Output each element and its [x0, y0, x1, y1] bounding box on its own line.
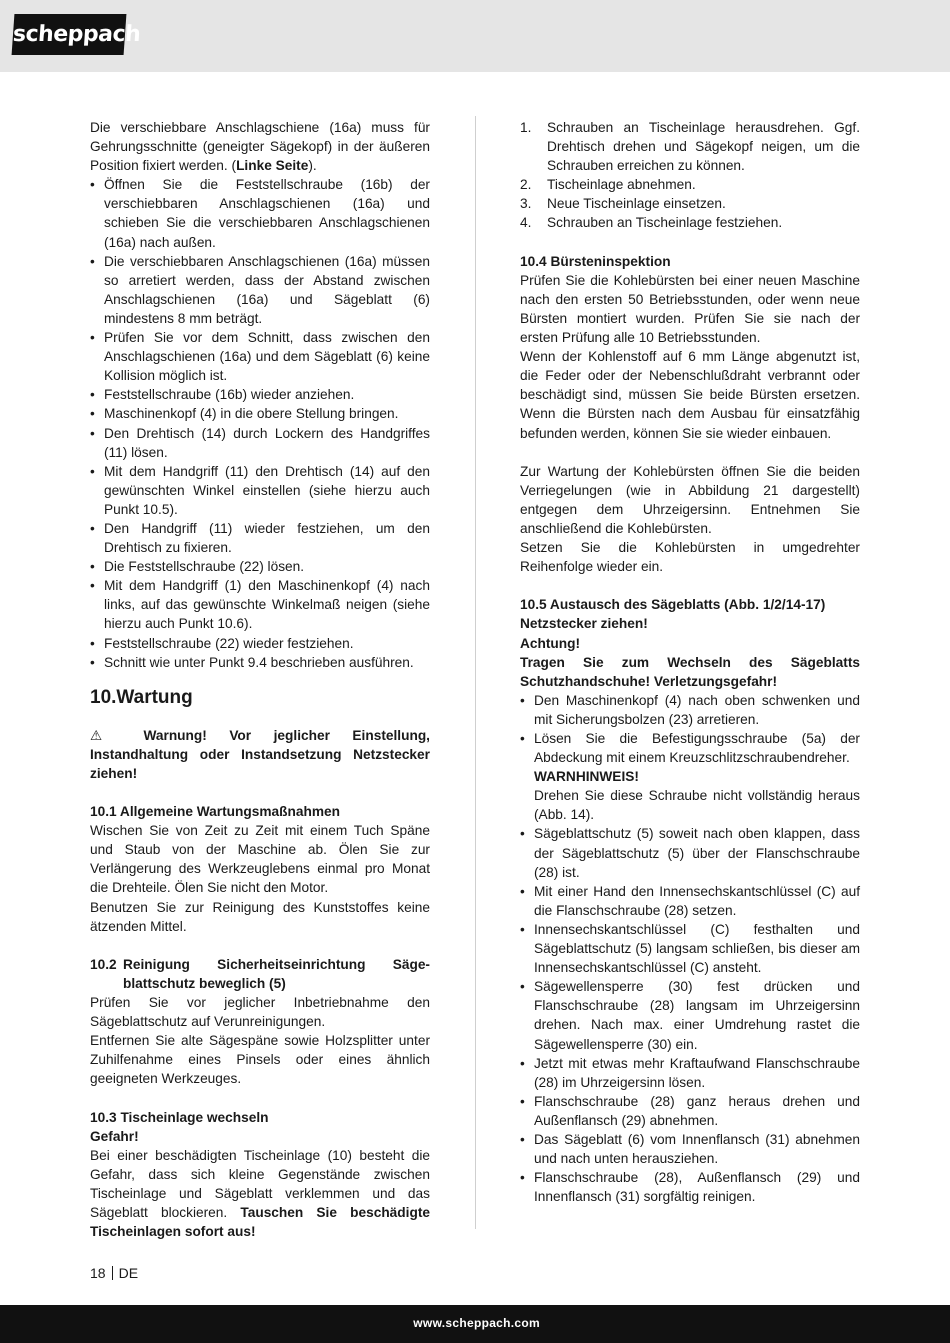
list-item: • Prüfen Sie vor dem Schnitt, dass zwischen den Anschlagschienen (16a) und dem Sägeblatt (6) keine Kollision möglich ist.	[90, 328, 430, 385]
gloves-warning: Tragen Sie zum Wechseln des Sägeblatts Schutzhandschuhe! Verletzungsgefahr!	[520, 654, 860, 689]
section-10-2-title	[90, 955, 430, 993]
section-10-3-title: 10.3 Tischeinlage wechseln	[90, 1109, 269, 1125]
list-item: • Das Sägeblatt (6) vom Innenflansch (31) abnehmen und nach unten herausziehen.	[520, 1130, 860, 1168]
page-number-separator	[112, 1266, 113, 1280]
list-item	[520, 118, 860, 175]
left-column	[90, 118, 430, 1241]
list-item	[520, 213, 860, 232]
list-item: • Den Handgriff (11) wieder festziehen, um den Drehtisch zu fixieren.	[90, 519, 430, 557]
section-10-5-title: 10.5 Austausch des Sägeblatts (Abb. 1/2/14-17)	[520, 597, 826, 613]
warning-label: WARNHINWEIS!	[534, 769, 639, 785]
page-number	[90, 1265, 138, 1281]
footer-bar	[0, 1305, 950, 1343]
list-item: • Sägewellensperre (30) fest drücken und Flanschschraube (28) langsam im Uhrzeigersinn drehen. Nach max. einer Umdrehung rastet die Sägewellensperre (30) ein.	[520, 977, 860, 1053]
list-item: • Flanschschraube (28) ganz heraus drehen und Außenflansch (29) abnehmen.	[520, 1092, 860, 1130]
page-number-value: 18	[90, 1265, 106, 1281]
list-item: • Die Feststellschraube (22) lösen.	[90, 557, 430, 576]
section-10-3-paragraph	[90, 1146, 430, 1241]
step-number: 1.	[520, 120, 532, 135]
step-number: 2.	[520, 177, 532, 193]
unplug-notice: Netzstecker ziehen!	[520, 616, 648, 632]
step-text: Schrauben an Tischeinlage festziehen.	[547, 215, 783, 231]
section-10-4-paragraph: Wenn der Kohlenstoff auf 6 mm Länge abgenutzt ist, die Feder oder der Nebenschlußdraht verbrannt oder beschädigt sind, müssen Sie beide Bürsten ersetzen. Wenn die Bürsten nach dem Ausbau für einsatzfähig befunden werden, können Sie sie wieder einbauen.	[520, 349, 860, 441]
blade-change-list	[520, 691, 860, 1207]
step-text: Tischeinlage abnehmen.	[547, 177, 696, 193]
section-10-4-paragraph: Prüfen Sie die Kohlebürsten bei einer neuen Maschine nach den ersten 50 Betriebsstunden, oder wenn neue Bürsten montiert wurden. Prüfen Sie sie nach der ersten Prüfung alle 10 Betriebsstunden.	[520, 272, 860, 346]
paragraph-text: Bei einer beschädigten Tischeinlage (10) besteht die Gefahr, dass sich kleine Gegenstände zwischen Tischeinlage und Sägeblatt verklemmen und das Sägeblatt blockieren.	[90, 1147, 430, 1221]
list-item: • Öffnen Sie die Feststellschraube (16b) der verschiebbaren Anschlagschienen (16a) und schieben Sie die verschiebbaren Anschlagschienen (16a) nach außen.	[90, 175, 430, 251]
intro-text: Die verschiebbare Anschlagschiene (16a) muss für Gehrungsschnitte (geneigter Sägekopf) in der äußeren Position fixiert werden. (	[90, 120, 430, 174]
warning-note: Drehen Sie diese Schraube nicht vollständig heraus (Abb. 14).	[534, 788, 860, 823]
list-item: • Mit einer Hand den Innensechskantschlüssel (C) auf die Flanschschraube (28) setzen.	[520, 882, 860, 920]
section-10-2-paragraph: Prüfen Sie vor jeglicher Inbetriebnahme den Sägeblattschutz auf Verunreinigungen.	[90, 995, 430, 1030]
attention-label: Achtung!	[520, 635, 581, 651]
paragraph-bold: Tauschen Sie beschädigte Tischeinlagen sofort aus!	[90, 1205, 430, 1240]
list-item-text: Lösen Sie die Befestigungsschraube (5a) der Abdeckung mit einem Kreuzschlitzschraubendreher.	[534, 731, 860, 766]
list-item: • Flanschschraube (28), Außenflansch (29) und Innenflansch (31) sorgfältig reinigen.	[520, 1168, 860, 1206]
list-item: • Den Maschinenkopf (4) nach oben schwenken und mit Sicherungsbolzen (23) arretieren.	[520, 691, 860, 729]
language-code: DE	[118, 1265, 139, 1281]
column-divider	[475, 116, 476, 1229]
step-number: 3.	[520, 196, 532, 212]
section-10-1-title: 10.1 Allgemeine Wartungsmaßnahmen	[90, 804, 340, 820]
intro-bold: Linke Seite	[236, 158, 309, 174]
list-item: • Jetzt mit etwas mehr Kraftaufwand Flanschschraube (28) im Uhrzeigersinn lösen.	[520, 1054, 860, 1092]
section-title-line: blattschutz beweglich (5)	[123, 975, 286, 991]
section-10-1-paragraph: Wischen Sie von Zeit zu Zeit mit einem Tuch Späne und Staub von der Maschine ab. Ölen Sie zur Verlängerung des Werkzeuglebens einmal pro Monat die Drehteile. Ölen Sie nicht den Motor.	[90, 823, 430, 896]
table-insert-steps	[520, 118, 860, 233]
list-item: • Mit dem Handgriff (1) den Maschinenkopf (4) nach links, auf das gewünschte Winkelmaß neigen (siehe hierzu auch Punkt 10.6).	[90, 576, 430, 633]
section-10-4-paragraph: Setzen Sie die Kohlebürsten in umgedrehter Reihenfolge wieder ein.	[520, 540, 860, 575]
list-item: • Innensechskantschlüssel (C) festhalten und Sägeblattschutz (5) langsam schließen, bis dieser am Innensechskantschlüssel (C) ansteht.	[520, 920, 860, 977]
list-item	[520, 194, 860, 213]
step-number: 4.	[520, 215, 532, 231]
right-column	[520, 118, 860, 1206]
section-number: 10.2	[90, 956, 117, 972]
list-item: • Den Drehtisch (14) durch Lockern des Handgriffes (11) lösen.	[90, 424, 430, 462]
step-text: Neue Tischeinlage einsetzen.	[547, 196, 726, 212]
chapter-title: 10.Wartung	[90, 686, 193, 708]
section-10-4-title: 10.4 Bürsteninspektion	[520, 253, 671, 269]
warning-icon: ⚠	[90, 727, 121, 743]
list-item: • Die verschiebbaren Anschlagschienen (16a) müssen so arretiert werden, dass der Abstand zwischen Anschlagschienen (16a) und Sägeblatt (6) mindestens 8 mm beträgt.	[90, 252, 430, 328]
warning-text: Warnung! Vor jeglicher Einstellung, Instandhaltung oder Instandsetzung Netzstecker ziehen!	[90, 727, 430, 781]
section-10-1-paragraph: Benutzen Sie zur Reinigung des Kunststoffes keine ätzenden Mittel.	[90, 899, 430, 934]
list-item: • Schnitt wie unter Punkt 9.4 beschrieben ausführen.	[90, 653, 430, 672]
step-text: Schrauben an Tischeinlage herausdrehen. Ggf. Drehtisch drehen und Sägekopf neigen, um die Schrauben erreichen zu können.	[547, 120, 860, 174]
list-item	[520, 175, 860, 194]
list-item	[520, 729, 860, 824]
list-item: • Maschinenkopf (4) in die obere Stellung bringen.	[90, 404, 430, 423]
list-item: • Feststellschraube (16b) wieder anziehen.	[90, 385, 430, 404]
section-10-4-paragraph: Zur Wartung der Kohlebürsten öffnen Sie die beiden Verriegelungen (wie in Abbildung 21 dargestellt) entgegen dem Uhrzeigersinn. Entnehmen Sie anschließend die Kohlebürsten.	[520, 463, 860, 536]
section-10-2-paragraph: Entfernen Sie alte Sägespäne sowie Holzsplitter unter Zuhilfenahme eines Pinsels oder eines ähnlich geeigneten Werkzeuges.	[90, 1033, 430, 1087]
website-link[interactable]: www.scheppach.com	[413, 1316, 540, 1330]
danger-label: Gefahr!	[90, 1128, 139, 1144]
setup-bullet-list	[90, 175, 430, 671]
section-title-line: Reinigung Sicherheitseinrichtung Säge-	[123, 956, 430, 972]
list-item: • Feststellschraube (22) wieder festziehen.	[90, 634, 430, 653]
header-bar	[0, 0, 950, 72]
list-item: • Sägeblattschutz (5) soweit nach oben klappen, dass der Sägeblattschutz (5) über der Flanschschraube (28) ist.	[520, 824, 860, 881]
maintenance-warning	[90, 726, 430, 783]
intro-end: ).	[308, 158, 317, 174]
brand-logo: scheppach	[12, 14, 127, 55]
list-item: • Mit dem Handgriff (11) den Drehtisch (14) auf den gewünschten Winkel einstellen (siehe hierzu auch Punkt 10.5).	[90, 462, 430, 519]
intro-paragraph	[90, 118, 430, 175]
